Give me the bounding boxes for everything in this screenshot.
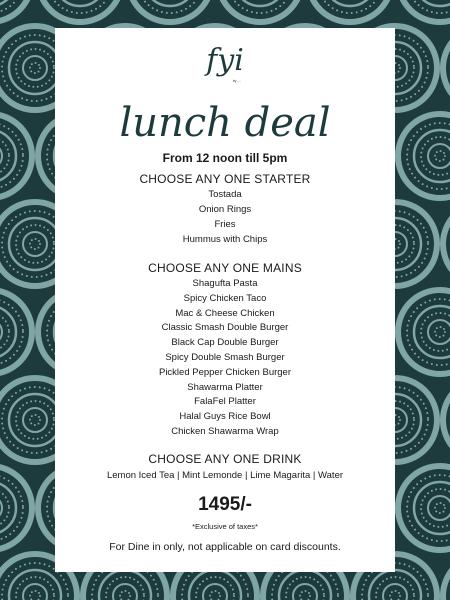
starter-item: Onion Rings [198,204,252,215]
mains-item: Mac & Cheese Chicken [175,307,275,319]
mains-item: Black Cap Double Burger [171,337,279,349]
drink-items: Lemon Iced Tea | Mint Lemonde | Lime Magarita | Water [106,470,344,481]
pattern-circle [218,0,302,22]
mains-item: Halal Guys Rice Bowl [179,411,271,423]
mains-heading: CHOOSE ANY ONE MAINS [148,261,302,275]
svg-text:lunch deal: lunch deal [119,100,331,146]
pattern-circle [128,0,212,22]
pattern-circle [38,0,122,22]
mains-item: Shawarma Platter [187,381,263,393]
pattern-circle [0,290,32,374]
pattern-circle [0,466,32,550]
menu-card [55,28,395,572]
headline [55,94,395,148]
pattern-circle [398,0,450,22]
footer-note: For Dine in only, not applicable on card discounts. [109,541,341,553]
pattern-circle [443,554,450,600]
starter-item: Hummus with Chips [182,234,268,245]
mains-item: Spicy Double Smash Burger [165,352,285,363]
mains-item: Chicken Shawarma Wrap [171,426,279,437]
pattern-circle [398,466,450,550]
pattern-circle [443,378,450,462]
mains-item: Spicy Chicken Taco [183,292,267,304]
pattern-circle [398,290,450,374]
starter-item: Tostada [208,189,242,200]
pattern-circle [443,202,450,286]
starter-heading: CHOOSE ANY ONE STARTER [139,172,311,186]
price: 1495/- [198,494,252,515]
timing-text: From 12 noon till 5pm [162,151,288,165]
svg-text:fyi: fyi [206,43,244,78]
tax-note: *Exclusive of taxes* [192,522,258,531]
mains-item: Shagufta Pasta [192,278,258,289]
mains-item: Classic Smash Double Burger [161,322,289,334]
pattern-circle [0,114,32,198]
starter-item: Fries [214,219,236,230]
svg-text:by ....: by .... [232,79,242,83]
pattern-circle [308,0,392,22]
drink-heading: CHOOSE ANY ONE DRINK [148,452,302,466]
pattern-circle [443,26,450,110]
pattern-circle [0,0,32,22]
mains-item: Pickled Pepper Chicken Burger [158,366,291,378]
mains-item: FalaFel Platter [194,396,256,408]
fyi-logo [195,36,255,88]
pattern-circle [398,114,450,198]
